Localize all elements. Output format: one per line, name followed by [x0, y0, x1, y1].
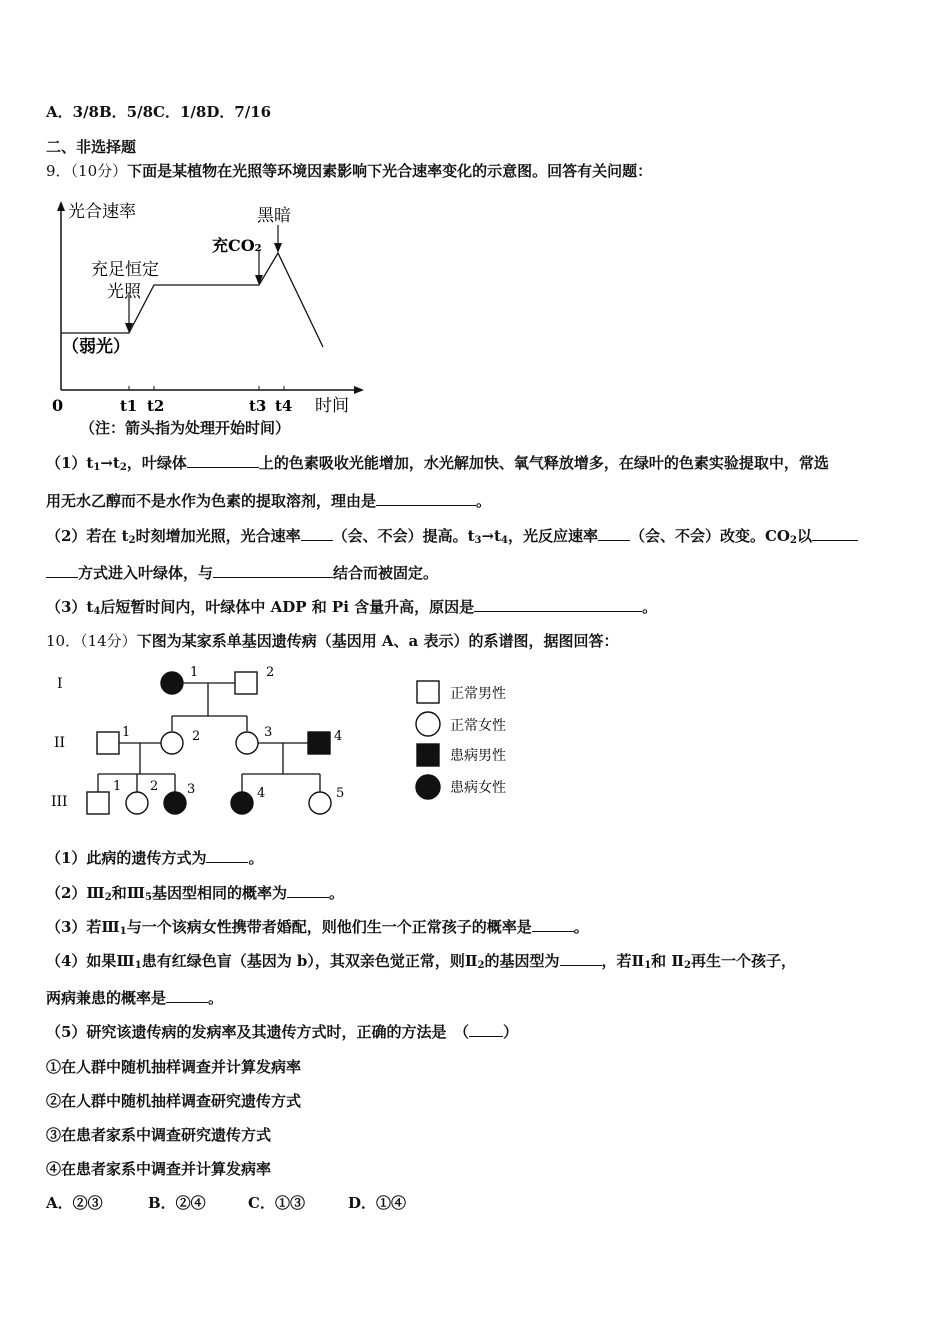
- person-I-1: [161, 672, 183, 694]
- legend-affected-male-symbol: [417, 744, 439, 766]
- answer-blank[interactable]: [46, 563, 78, 578]
- q10-part5: （5）研究该遗传病的发病率及其遗传方式时，正确的方法是 （ ）: [46, 1023, 518, 1041]
- q10-option-2: ②在人群中随机抽样调查研究遗传方式: [46, 1092, 302, 1110]
- answer-blank[interactable]: [166, 988, 208, 1003]
- y-axis-label: 光合速率: [68, 202, 136, 222]
- svg-text:1: 1: [113, 779, 122, 794]
- person-III-3: [164, 792, 186, 814]
- legend-normal-female: 正常女性: [450, 718, 506, 734]
- origin-label: 0: [52, 396, 64, 415]
- person-III-1: [87, 792, 109, 814]
- svg-text:1: 1: [190, 665, 199, 680]
- light-label-2: 光照: [107, 282, 141, 302]
- legend-normal-female-symbol: [416, 712, 440, 736]
- x-axis-arrow: [354, 386, 364, 394]
- legend-normal-male-symbol: [417, 681, 439, 703]
- person-III-5: [309, 792, 331, 814]
- svg-text:1: 1: [122, 725, 131, 740]
- choice-a[interactable]: A．②③: [46, 1194, 103, 1212]
- q10-option-1: ①在人群中随机抽样调查并计算发病率: [46, 1058, 302, 1076]
- gen-label-I: I: [57, 676, 63, 692]
- q10-part3: （3）若$Ⅲ_1$与一个该病女性携带者婚配，则他们生一个正常孩子的概率是 。: [46, 918, 589, 937]
- legend-affected-female: 患病女性: [450, 780, 506, 796]
- svg-text:4: 4: [334, 729, 343, 744]
- answer-blank[interactable]: [474, 597, 642, 612]
- person-I-2: [235, 672, 257, 694]
- gen-label-III: III: [51, 794, 68, 810]
- previous-question-options: A．3/8B．5/8C．1/8D．7/16: [46, 103, 272, 121]
- weak-light-label: （弱光）: [62, 337, 130, 357]
- person-II-2: [161, 732, 183, 754]
- section-title: 二、非选择题: [46, 138, 137, 156]
- q10-option-4: ④在患者家系中调查并计算发病率: [46, 1160, 272, 1178]
- svg-text:2: 2: [192, 729, 201, 744]
- x-tick-t4: t4: [275, 397, 293, 415]
- dark-arrow-head: [274, 243, 282, 253]
- svg-text:3: 3: [187, 782, 196, 797]
- person-II-3: [236, 732, 258, 754]
- q9-part3: $(3)t_4$后短暂时间内，叶绿体中 ADP 和 Pi 含量升高，原因是 。: [46, 598, 658, 617]
- legend-affected-female-symbol: [416, 775, 440, 799]
- q9-part1-line1: $(1)t_1\to t_2$，叶绿体 上的色素吸收光能增加，水光解加快、氧气释放增多，在绿叶的色素实验提取中，常选: [46, 454, 829, 473]
- q10-part1: （1）此病的遗传方式为 。: [46, 849, 264, 867]
- answer-blank[interactable]: [376, 491, 476, 506]
- q9-stem: 9．（10分）下面是某植物在光照等环境因素影响下光合速率变化的示意图。回答有关问题：: [46, 162, 653, 180]
- answer-blank[interactable]: [532, 917, 574, 932]
- svg-text:2: 2: [150, 779, 159, 794]
- q9-part1-line2: 用无水乙醇而不是水作为色素的提取溶剂，理由是 。: [46, 492, 492, 510]
- choice-d[interactable]: D．①④: [348, 1194, 407, 1212]
- svg-text:5: 5: [336, 786, 345, 801]
- gen-label-II: II: [54, 735, 66, 751]
- svg-text:2: 2: [266, 665, 275, 680]
- answer-blank[interactable]: [598, 526, 630, 541]
- answer-blank[interactable]: [560, 951, 602, 966]
- x-axis-label: 时间: [315, 396, 349, 416]
- chart-note: （注：箭头指为处理开始时间）: [80, 419, 291, 437]
- answer-blank[interactable]: [213, 563, 333, 578]
- svg-text:3: 3: [264, 725, 273, 740]
- x-tick-t2: t2: [147, 397, 165, 415]
- choice-c[interactable]: C．①③: [248, 1194, 305, 1212]
- answer-blank[interactable]: [206, 848, 248, 863]
- answer-blank[interactable]: [187, 453, 259, 468]
- answer-blank[interactable]: [287, 883, 329, 898]
- q10-part4-line1: （4）如果$Ⅲ_1$患有红绿色盲（基因为 b），其双亲色觉正常，则$Ⅱ_2$的基因型为 ，若$Ⅱ_1$和 $Ⅱ_2$再生一个孩子，: [46, 952, 797, 971]
- q10-option-3: ③在患者家系中调查研究遗传方式: [46, 1126, 272, 1144]
- dark-label: 黑暗: [257, 206, 291, 226]
- person-III-2: [126, 792, 148, 814]
- q10-stem: 10．（14分）下图为某家系单基因遗传病（基因用 A、a 表示）的系谱图，据图回答：: [46, 632, 619, 650]
- legend-affected-male: 患病男性: [450, 748, 506, 764]
- svg-text:4: 4: [257, 786, 266, 801]
- person-II-1: [97, 732, 119, 754]
- choice-b[interactable]: B．②④: [148, 1194, 206, 1212]
- answer-blank[interactable]: [812, 526, 858, 541]
- co2-label: 充CO₂: [212, 236, 262, 255]
- photosynthesis-rate-chart: [40, 195, 380, 420]
- q9-part2-line2: 方式进入叶绿体，与 结合而被固定。: [46, 563, 438, 583]
- legend-normal-male: 正常男性: [450, 686, 506, 702]
- answer-blank[interactable]: [469, 1022, 503, 1037]
- y-axis-arrow: [57, 201, 65, 211]
- x-tick-t1: t1: [120, 397, 138, 415]
- answer-blank[interactable]: [301, 526, 333, 541]
- q10-part2: $(2)Ⅲ_2$和$Ⅲ_5$基因型相同的概率为 。: [46, 884, 344, 903]
- q10-part4-line2: 两病兼患的概率是 。: [46, 989, 224, 1007]
- person-II-4: [308, 732, 330, 754]
- light-label-1: 充足恒定: [91, 260, 159, 280]
- x-tick-t3: t3: [249, 397, 267, 415]
- person-III-4: [231, 792, 253, 814]
- pedigree-chart: [40, 658, 520, 830]
- q9-part2-line1: （2）若在 $t_2$时刻增加光照，光合速率 （会、不会）提高。$t_3\to t_4$，光反应速率 （会、不会）改变。$CO_2$以: [46, 526, 858, 546]
